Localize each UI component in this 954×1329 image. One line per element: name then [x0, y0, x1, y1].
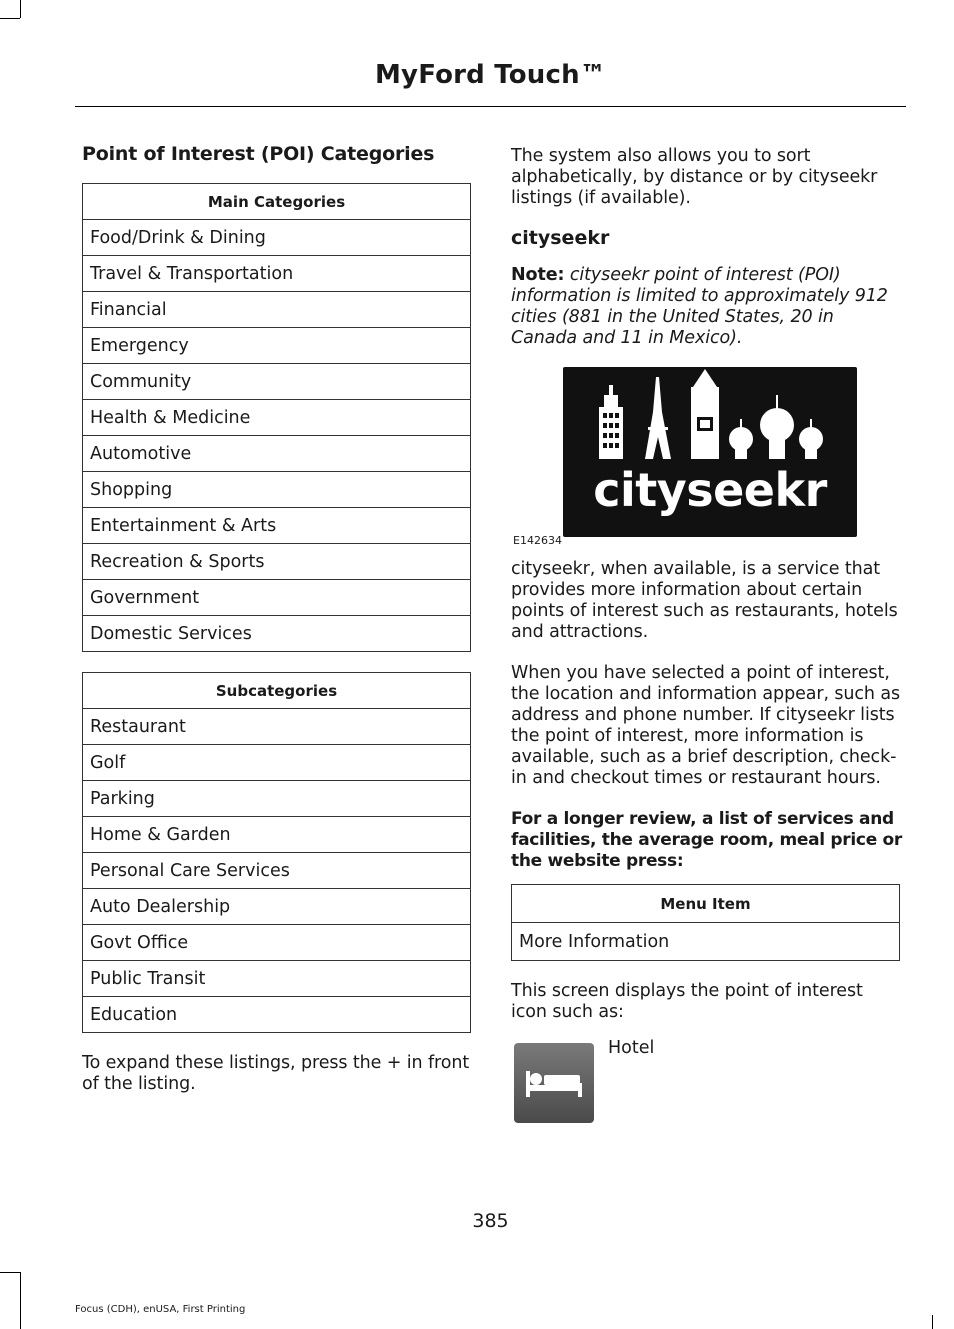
note-label: Note: — [511, 265, 565, 285]
left-column — [82, 143, 471, 1115]
table-row: Education — [83, 997, 471, 1033]
table-row: Food/Drink & Dining — [83, 220, 471, 256]
table-row: Golf — [83, 745, 471, 781]
table-row: Travel & Transportation — [83, 256, 471, 292]
note-text: cityseekr point of interest (POI) information is limited to approximately 912 cities (881 in the United States, 20 in Canada and 11 in Mexico). — [511, 265, 888, 348]
hotel-label: Hotel — [608, 1038, 655, 1058]
table-header: Main Categories — [83, 184, 471, 220]
table-row: Entertainment & Arts — [83, 508, 471, 544]
crop-mark — [932, 1315, 933, 1329]
note-paragraph — [511, 265, 903, 349]
expand-instructions: To expand these listings, press the + in front of the listing. — [82, 1053, 470, 1094]
cityseekr-heading: cityseekr — [511, 227, 610, 249]
table-header: Menu Item — [512, 885, 900, 923]
table-row: Auto Dealership — [83, 889, 471, 925]
table-row: Community — [83, 364, 471, 400]
table-row: Domestic Services — [83, 616, 471, 652]
crop-mark — [20, 0, 21, 18]
table-row: Home & Garden — [83, 817, 471, 853]
table-row: Health & Medicine — [83, 400, 471, 436]
logo-wordmark: cityseekr — [593, 463, 827, 517]
section-heading: Point of Interest (POI) Categories — [82, 143, 435, 165]
table-header: Subcategories — [83, 673, 471, 709]
table-row: Financial — [83, 292, 471, 328]
cityseekr-logo — [563, 367, 857, 537]
table-row: Government — [83, 580, 471, 616]
menu-item-table — [511, 884, 900, 961]
table-row: Emergency — [83, 328, 471, 364]
page-title: MyFord Touch™ — [374, 60, 607, 90]
footer-text: Focus (CDH), enUSA, First Printing — [75, 1304, 246, 1315]
header-divider — [75, 106, 906, 107]
selection-description: When you have selected a point of interest, the location and information appear, such as address and phone number. If cityseekr lists the point of interest, more information is available, such as a brief description, check-in and checkout times or restaurant hours. — [511, 663, 901, 788]
sort-description: The system also allows you to sort alphabetically, by distance or by cityseekr listings (if available). — [511, 146, 878, 208]
table-row: Shopping — [83, 472, 471, 508]
hotel-icon-row — [511, 1038, 903, 1133]
subcategories-table — [82, 672, 471, 1033]
service-description: cityseekr, when available, is a service that provides more information about certain points of interest such as restaurants, hotels and attractions. — [511, 559, 898, 642]
icon-description: This screen displays the point of interest icon such as: — [511, 981, 863, 1022]
crop-mark — [0, 18, 20, 19]
table-row: Govt Office — [83, 925, 471, 961]
review-instruction: For a longer review, a list of services and facilities, the average room, meal price or the website press: — [511, 809, 902, 871]
main-categories-table — [82, 183, 471, 652]
table-row: Personal Care Services — [83, 853, 471, 889]
bed-icon — [514, 1043, 594, 1123]
figure-code: E142634 — [513, 534, 562, 547]
page-number: 385 — [472, 1210, 509, 1232]
table-row: More Information — [512, 923, 900, 961]
cityseekr-logo-figure — [511, 367, 903, 547]
table-row: Recreation & Sports — [83, 544, 471, 580]
table-row: Parking — [83, 781, 471, 817]
right-column — [511, 146, 903, 1133]
crop-mark — [20, 1272, 21, 1329]
hotel-icon — [514, 1043, 594, 1123]
skyline-icon — [563, 367, 857, 467]
crop-mark — [0, 1272, 20, 1273]
table-row: Public Transit — [83, 961, 471, 997]
table-row: Automotive — [83, 436, 471, 472]
table-row: Restaurant — [83, 709, 471, 745]
